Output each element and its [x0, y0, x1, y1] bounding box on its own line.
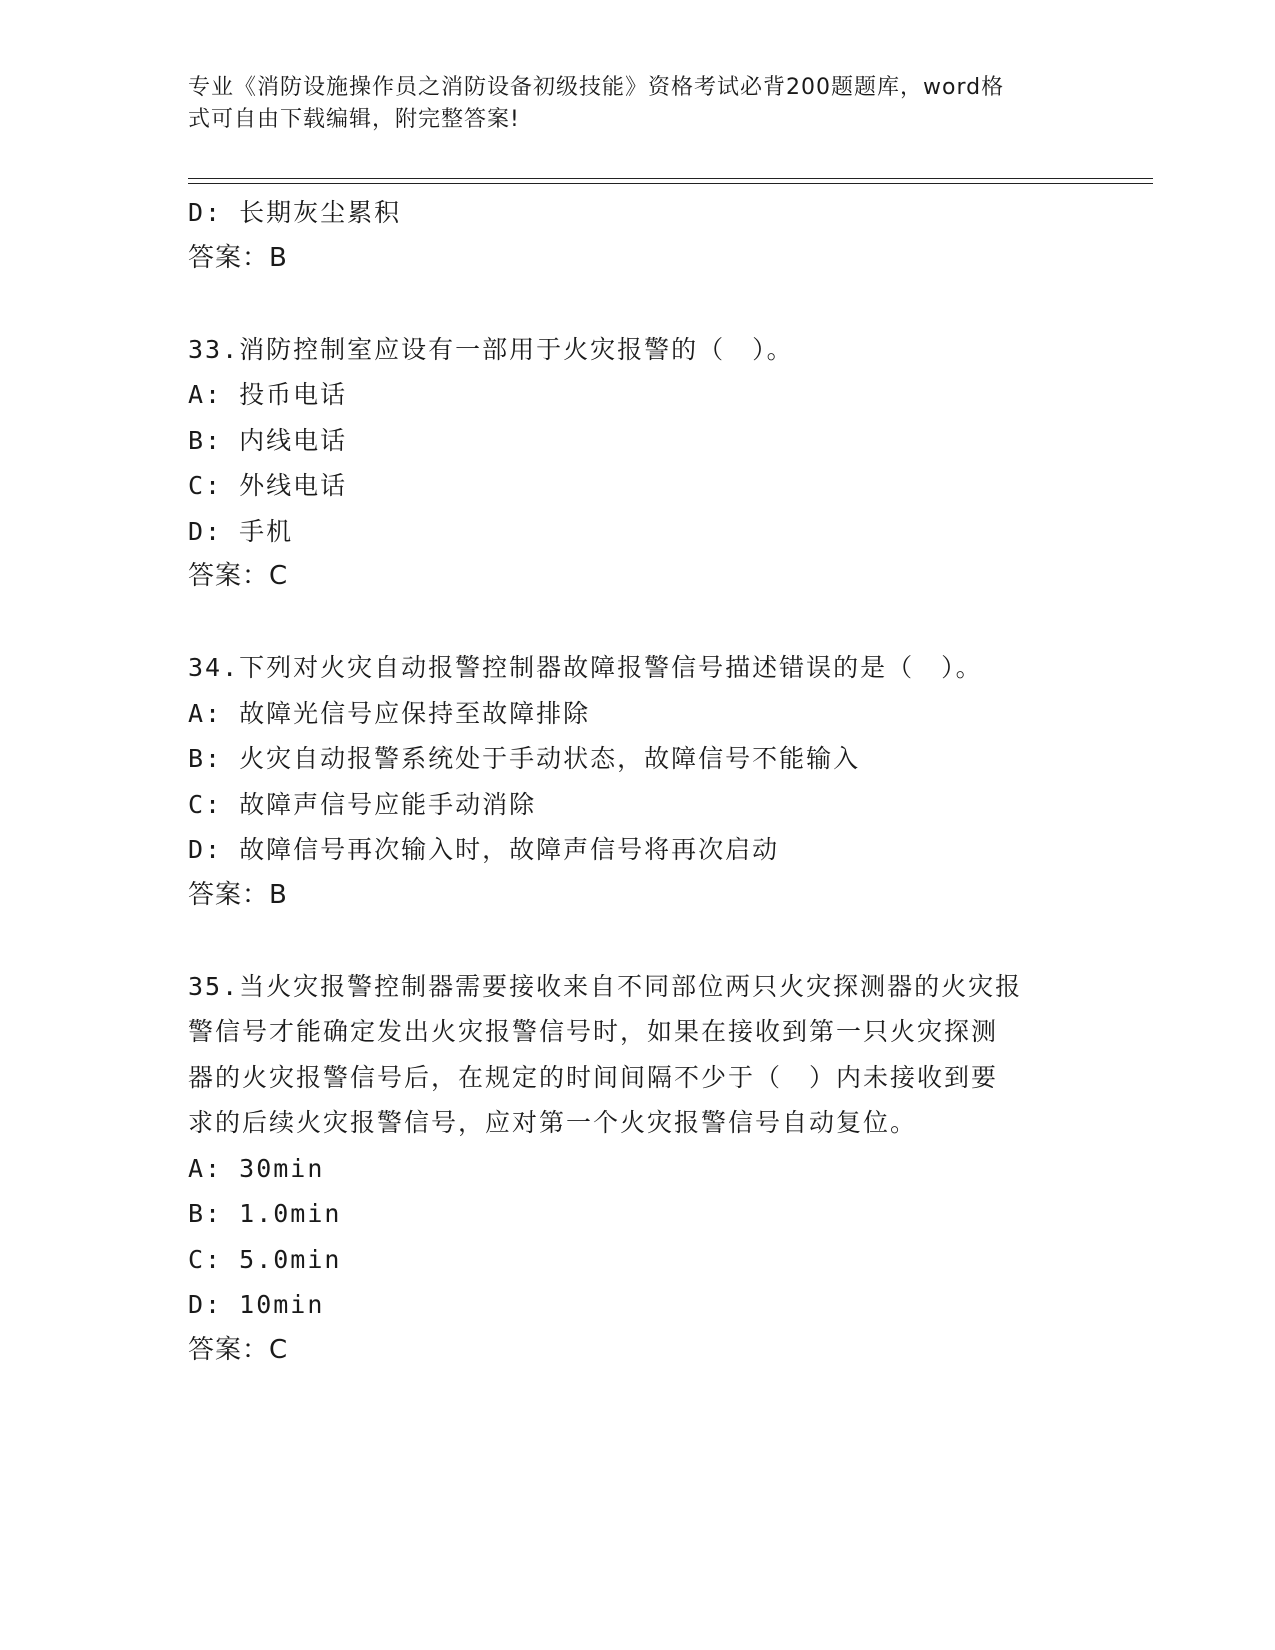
option-a: A: 故障光信号应保持至故障排除	[188, 698, 591, 728]
option-d: D: 10min	[188, 1290, 325, 1319]
option-d: D: 手机	[188, 516, 294, 546]
answer-line: 答案：C	[188, 561, 289, 591]
option-b: B: 1.0min	[188, 1199, 342, 1228]
question-stem-line-3: 器的火灾报警信号后，在规定的时间间隔不少于（ ）内未接收到要	[188, 1062, 999, 1092]
option-a: A: 30min	[188, 1153, 325, 1183]
question-35	[188, 964, 1088, 1374]
option-d: D: 长期灰尘累积	[188, 198, 402, 227]
header-line-1: 专业《消防设施操作员之消防设备初级技能》资格考试必背200题题库，word格	[188, 75, 1005, 100]
question-33	[188, 327, 1088, 600]
header-divider-bottom	[188, 183, 1153, 184]
option-c: C: 5.0min	[188, 1244, 342, 1274]
option-b: B: 内线电话	[188, 425, 348, 455]
question-34	[188, 645, 1088, 918]
question-stem-line-2: 警信号才能确定发出火灾报警信号时，如果在接收到第一只火灾探测	[188, 1017, 999, 1046]
question-stem: 34.下列对火灾自动报警控制器故障报警信号描述错误的是（ ）。	[188, 653, 983, 682]
option-a: A: 投币电话	[188, 380, 348, 409]
header-divider-top	[188, 178, 1153, 179]
question-stem: 33.消防控制室应设有一部用于火灾报警的（ ）。	[188, 334, 794, 364]
option-c: C: 故障声信号应能手动消除	[188, 789, 537, 819]
answer-line: 答案：B	[188, 879, 288, 910]
option-d: D: 故障信号再次输入时，故障声信号将再次启动	[188, 835, 780, 864]
document-body	[188, 190, 1088, 1373]
answer-line: 答案：C	[188, 1334, 289, 1365]
option-b: B: 火灾自动报警系统处于手动状态，故障信号不能输入	[188, 744, 861, 773]
option-c: C: 外线电话	[188, 471, 348, 500]
answer-line: 答案：B	[188, 242, 288, 273]
question-stem-line-4: 求的后续火灾报警信号，应对第一个火灾报警信号自动复位。	[188, 1108, 918, 1137]
spacer	[188, 918, 1088, 964]
spacer	[188, 600, 1088, 646]
header-line-2: 式可自由下载编辑，附完整答案!	[188, 107, 520, 132]
spacer	[188, 281, 1088, 327]
document-header	[188, 72, 1068, 136]
question-stem-line-1: 35.当火灾报警控制器需要接收来自不同部位两只火灾探测器的火灾报	[188, 971, 1023, 1001]
